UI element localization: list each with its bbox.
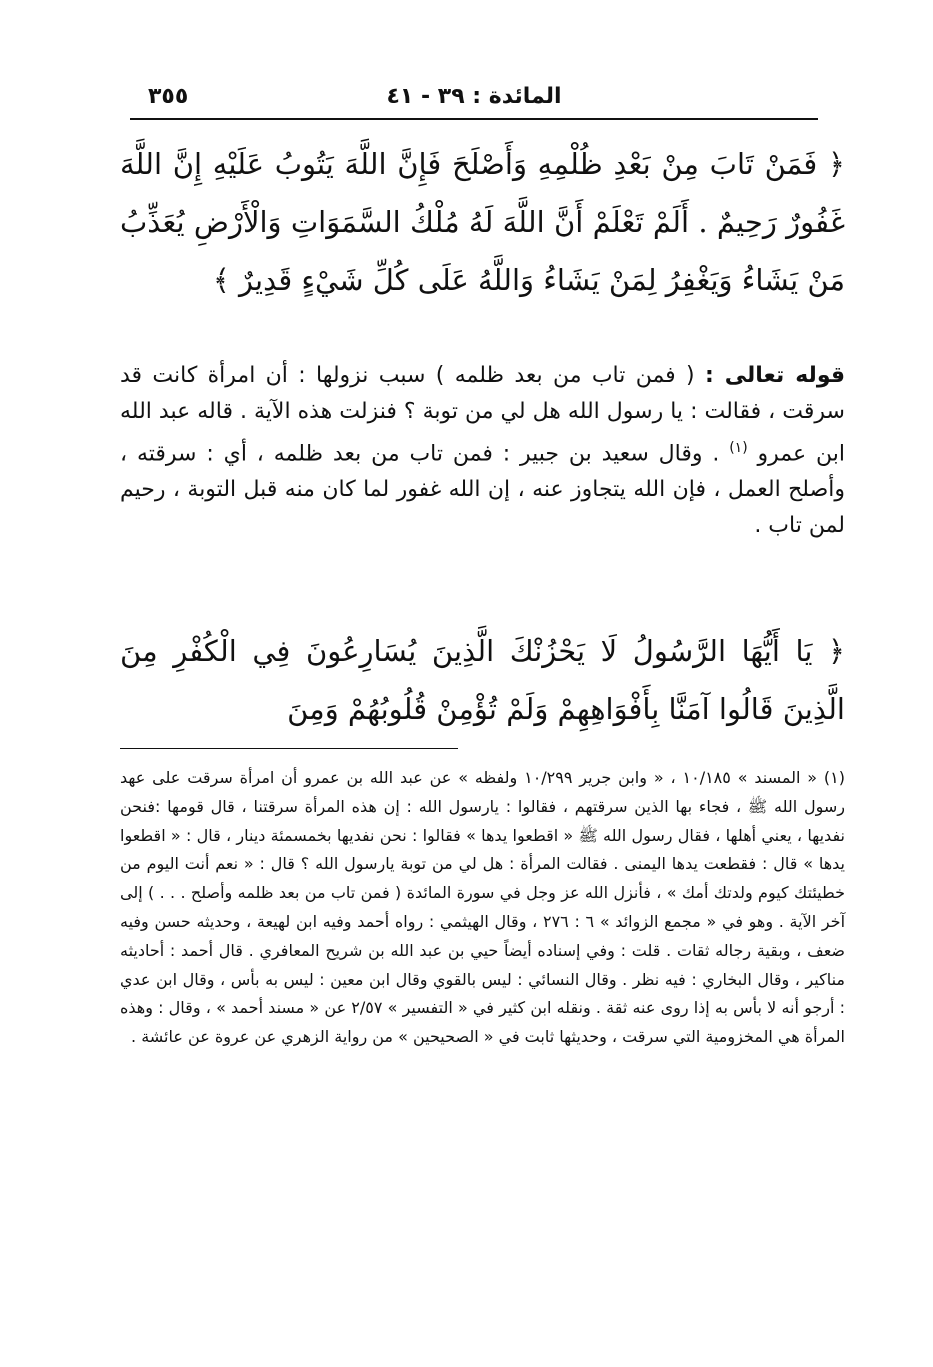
commentary-lead: قوله تعالى :	[704, 363, 846, 388]
footnote: (١) « المسند » ١٠/١٨٥ ، « وابن جرير ١٠/٢٩٩ ولفظه » عن عبد الله بن عمرو أن امرأة سرقت على عهد رسول الله ﷺ ، فجاء بها الذين سرقتهم ، فقالوا : يارسول الله : إن هذه المرأة سرقتنا ، قال قومها :فنحن نفديها ، يعني أهلها ، فقال رسول الله ﷺ « اقطعوا يدها » فقالوا : نحن نفديها بخمسمئة دينار ، قال : « اقطعوا يدها » قال : فقطعت يدها اليمنى . فقالت المرأة : هل لي من توبة يارسول الله ؟ قال : « نعم أنت اليوم من خطيئتك كيوم ولدتك أمك » ، فأنزل الله عز وجل في سورة المائدة ( فمن تاب من بعد ظلمه وأصلح . . . ) إلى آخر الآية . وهو في « مجمع الزوائد » ٦ : ٢٧٦ ، وقال الهيثمي : رواه أحمد وفيه ابن لهيعة ، وحديثه حسن وفيه ضعف ، وبقية رجاله ثقات . قلت : وفي إسناده أيضاً حيي بن عبد الله بن شريح المعافري . قال أحمد : أحاديثه مناكير ، وقال البخاري : فيه نظر . وقال النسائي : ليس بالقوي وقال ابن معين : ليس به بأس ، وقال ابن عدي : أرجو أنه لا بأس به إذا روى عنه ثقة . ونقله ابن كثير في « التفسير » ٢/٥٧ عن « مسند أحمد » ، وقال : وهذه المرأة هي المخزومية التي سرقت ، وحديثها ثابت في « الصحيحين » من رواية الزهري عن عروة عن عائشة .	[120, 768, 846, 1047]
page-number: ٣٥٥	[148, 84, 189, 109]
commentary-text-part-1: ( فمن تاب من بعد ظلمه ) سبب نزولها : أن امرأة كانت قد سرقت ، فقالت : يا رسول الله هل لي من توبة ؟ فنزلت هذه الآية . قاله عبد الله ابن عمرو	[120, 363, 845, 467]
footnote-separator	[120, 748, 458, 749]
footnote-reference: (١)	[729, 440, 748, 456]
commentary-paragraph	[120, 358, 845, 544]
quran-verse-1: ﴿ فَمَنْ تَابَ مِنْ بَعْدِ ظُلْمِهِ وَأَصْلَحَ فَإِنَّ اللَّهَ يَتُوبُ عَلَيْهِ إِنَّ اللَّهَ غَفُورٌ رَحِيمٌ . أَلَمْ تَعْلَمْ أَنَّ اللَّهَ لَهُ مُلْكُ السَّمَوَاتِ وَالْأَرْضِ يُعَذِّبُ مَنْ يَشَاءُ وَيَغْفِرُ لِمَنْ يَشَاءُ وَاللَّهُ عَلَى كُلِّ شَيْءٍ قَدِيرٌ ﴾	[120, 147, 845, 297]
running-title: المائدة : ٣٩ - ٤١	[386, 84, 562, 109]
page-header	[130, 78, 818, 120]
quran-verse-2: ﴿ يَا أَيُّهَا الرَّسُولُ لَا يَحْزُنْكَ الَّذِينَ يُسَارِعُونَ فِي الْكُفْرِ مِنَ الَّذِينَ قَالُوا آمَنَّا بِأَفْوَاهِهِمْ وَلَمْ تُؤْمِنْ قُلُوبُهُمْ وَمِنَ	[120, 634, 845, 726]
commentary-text-part-2: . وقال سعيد بن جبير : فمن تاب من بعد ظلمه ، أي : سرقته ، وأصلح العمل ، فإن الله يتجاوز عنه ، إن الله غفور لما كان منه قبل التوبة ، رحيم لمن تاب .	[120, 441, 845, 539]
